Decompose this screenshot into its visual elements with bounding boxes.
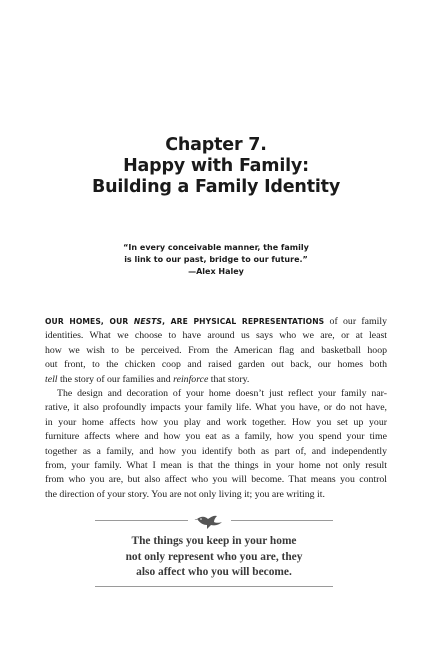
lead-in-caps	[45, 317, 324, 326]
chapter-number: Chapter 7.	[165, 135, 267, 155]
chapter-title-line-2: Building a Family Identity	[91, 177, 341, 197]
paragraph-1-line-1-rest: of our family	[324, 316, 387, 327]
pull-quote	[95, 510, 333, 588]
emphasis-reinforce: reinforce	[173, 373, 209, 385]
pull-quote-line-2: not only represent who you are, they	[125, 550, 303, 563]
bird-icon	[193, 510, 225, 532]
paragraph-1-line-2: identities. What we choose to have around us says who we are, or at least	[45, 330, 387, 342]
paragraph-2-line-5: together as a family, and how you identify both as part of, and independently	[45, 445, 387, 457]
chapter-heading	[0, 135, 432, 198]
lead-in-caps-italic: NESTS	[133, 317, 163, 326]
pull-quote-text	[95, 534, 333, 581]
paragraph-1-line-3: how we wish to be perceived. From the American flag and basketball hoop	[45, 344, 387, 356]
emphasis-tell: tell	[45, 373, 58, 385]
lead-in-caps-part-2: , ARE PHYSICAL REPRESENTATIONS	[162, 317, 325, 326]
paragraph-1-line-5	[45, 373, 387, 387]
pull-quote-top-rule-left	[95, 520, 188, 521]
paragraph-2-line-8: the direction of your story. You are not only living it; you are writing it.	[45, 488, 325, 500]
pull-quote-bottom-rule	[95, 586, 333, 587]
paragraph-2-line-1: The design and decoration of your home doesn’t just reflect your family nar-	[57, 388, 387, 400]
epigraph-line-1: “In every conceivable manner, the family	[123, 243, 309, 252]
epigraph	[0, 242, 432, 278]
chapter-title-line-1: Happy with Family:	[123, 156, 309, 176]
paragraph-2-line-6: from, your family. What I mean is that the things in your home not only result	[45, 460, 387, 472]
lead-in-caps-part-1: OUR HOMES, OUR	[45, 317, 134, 326]
paragraph-1-line-5-end: that story.	[208, 373, 250, 385]
epigraph-attribution: —Alex Haley	[188, 267, 244, 276]
epigraph-line-2: is link to our past, bridge to our future.”	[124, 255, 308, 264]
paragraph-2-line-4: furniture affects where and how you eat as a family, how you spend your time	[45, 431, 387, 443]
body-text	[45, 315, 387, 502]
pull-quote-line-1: The things you keep in your home	[131, 535, 297, 547]
paragraph-2-line-7: from who you are, but also affect who you will become. That means you control	[45, 474, 387, 486]
paragraph-2-line-3: in your home affects how you play and work together. How you set up your	[45, 416, 387, 428]
paragraph-2-line-2: rative, it also profoundly impacts your family life. What you have, or do not have,	[45, 402, 387, 414]
paragraph-1-line-1	[45, 315, 387, 329]
paragraph-1-line-5-mid: the story of our families and	[57, 373, 174, 385]
pull-quote-top-rule-right	[231, 520, 333, 521]
pull-quote-line-3: also affect who you will become.	[136, 566, 292, 578]
paragraph-1-line-4: out front, to the chicken coop and raised garden out back, our homes both	[45, 359, 387, 371]
